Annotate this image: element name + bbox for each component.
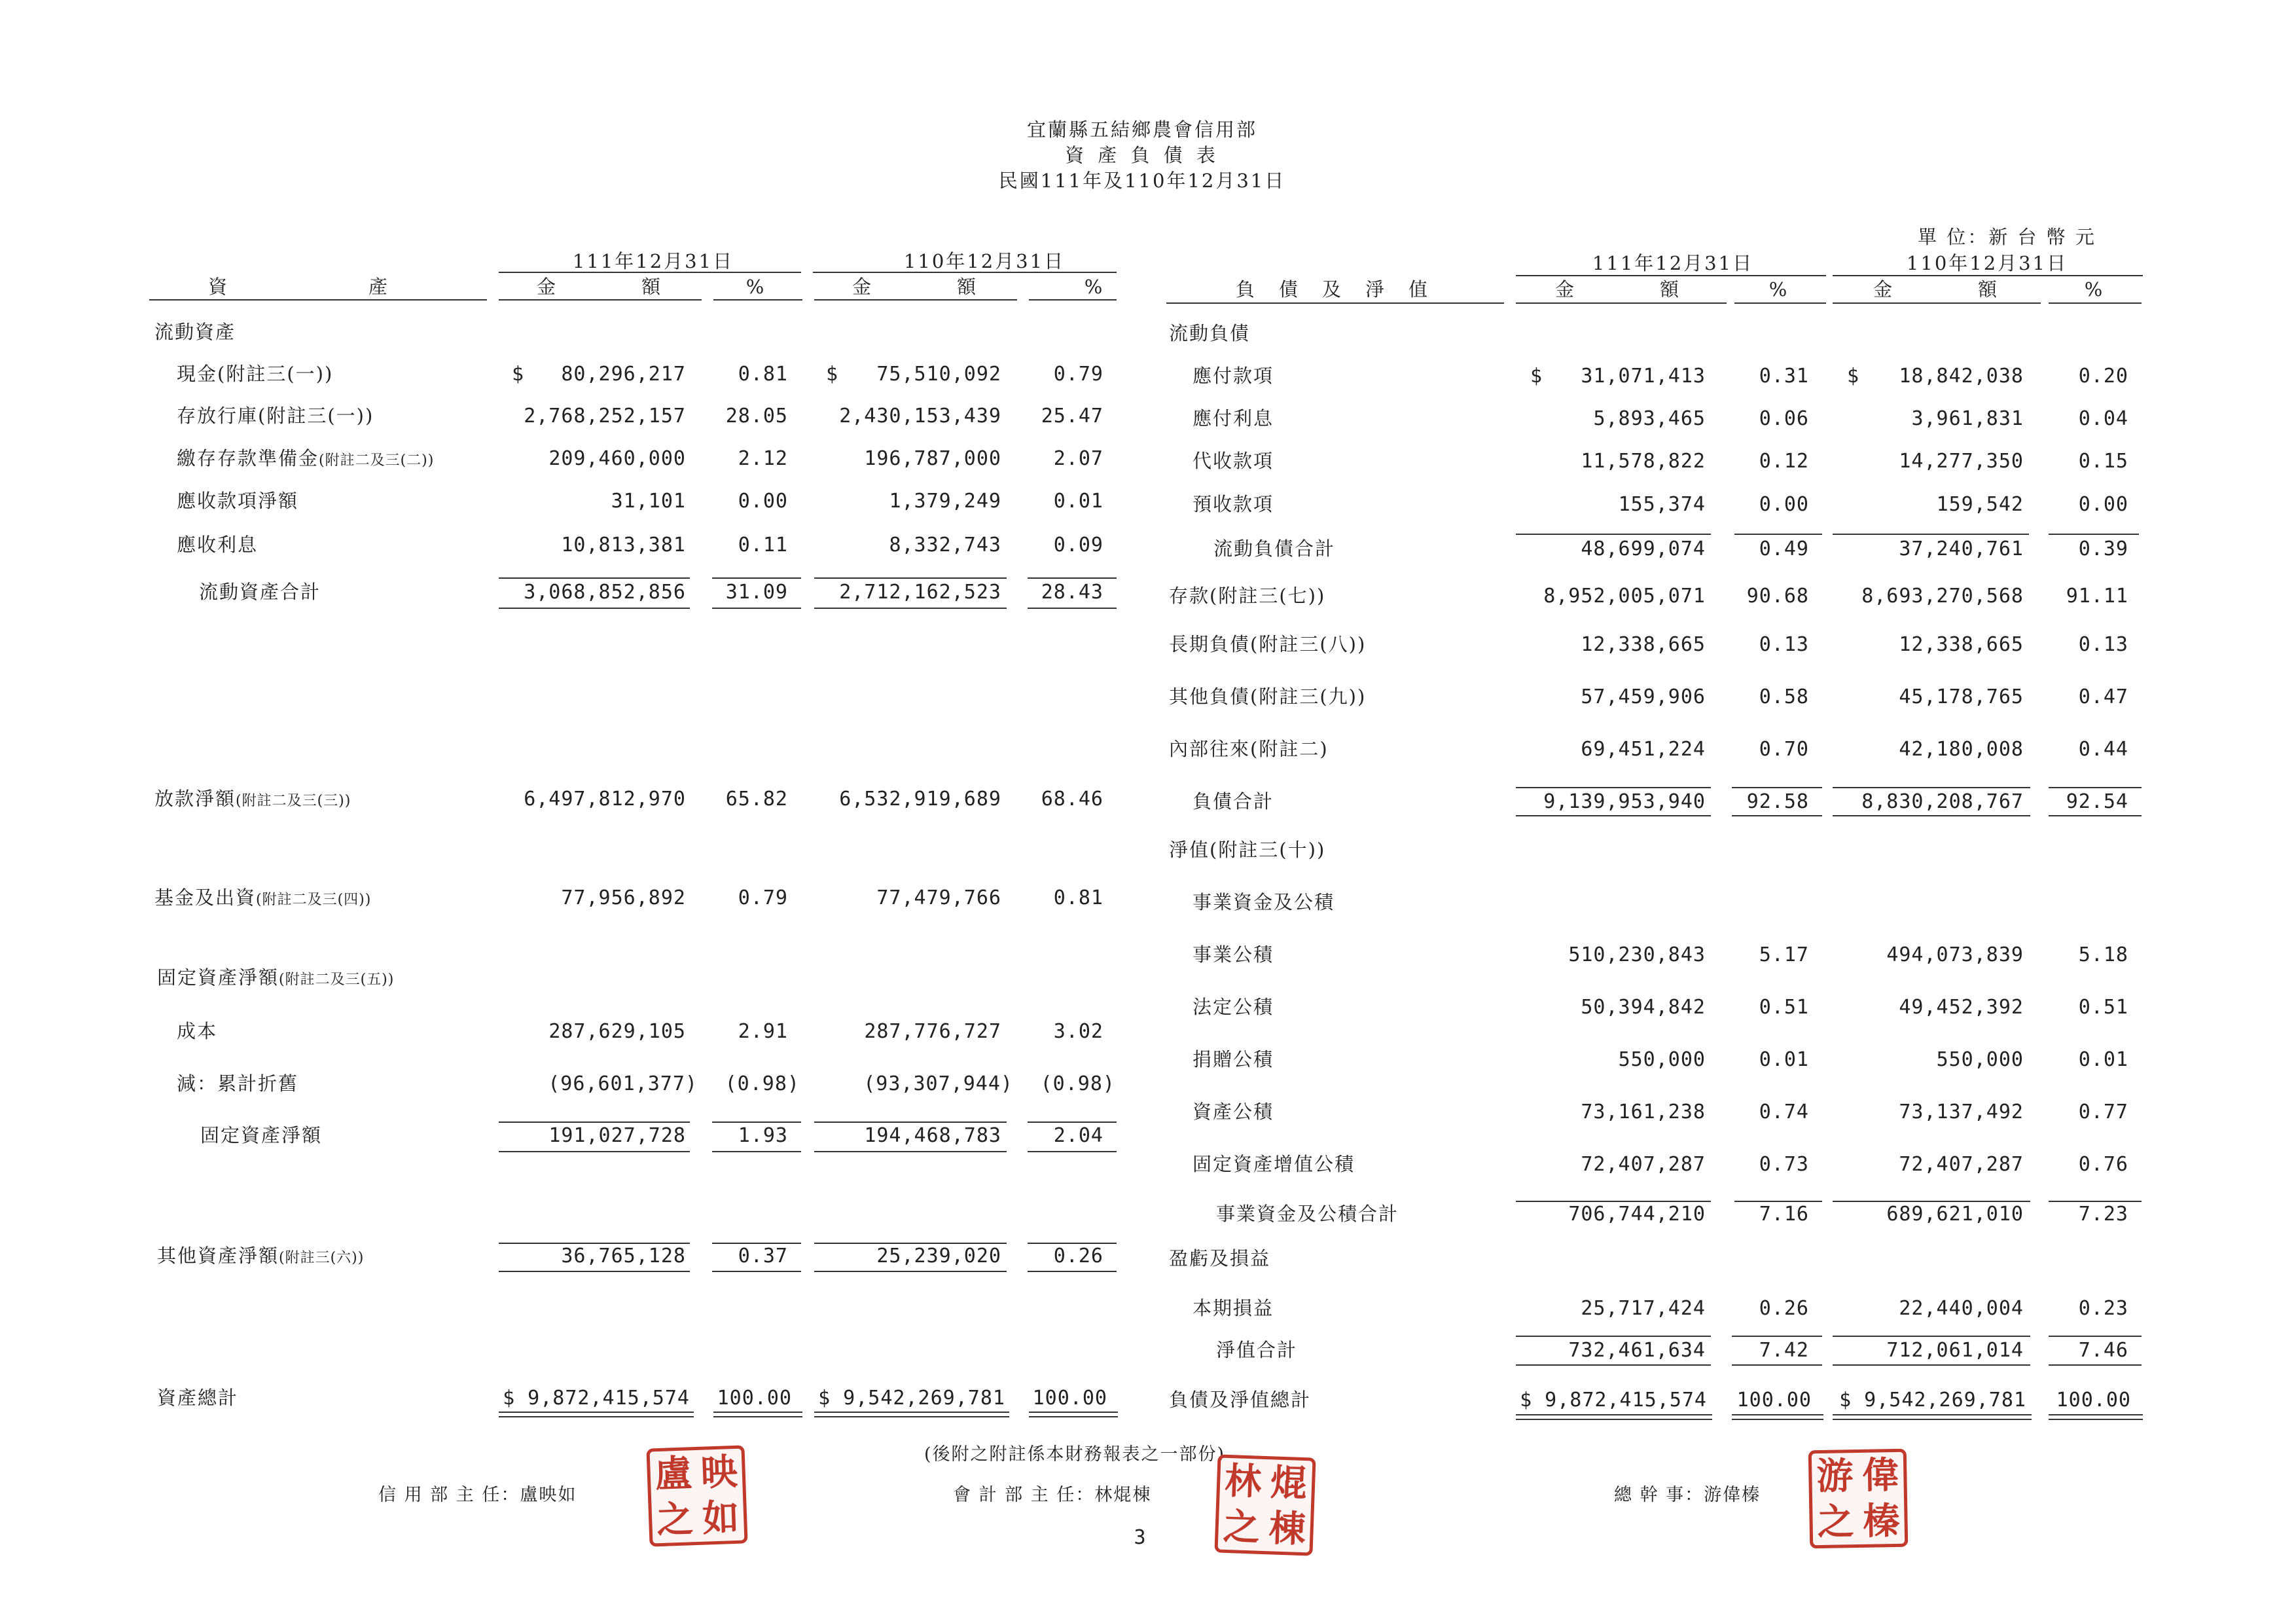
pct-110: 7.23 bbox=[2078, 1203, 2128, 1226]
amount-110: $ 9,542,269,781 bbox=[1839, 1389, 2026, 1412]
pct-110: 2.07 bbox=[1053, 447, 1103, 470]
other-liab-label: 其他負債(附註三(九)) bbox=[1169, 685, 1367, 708]
rule bbox=[499, 577, 690, 579]
rule bbox=[1732, 815, 1822, 816]
amount-110: 22,440,004 bbox=[1899, 1297, 2024, 1320]
amount-110: 18,842,038 bbox=[1899, 365, 2024, 388]
amount-110: 712,061,014 bbox=[1886, 1339, 2024, 1362]
pct-110: (0.98) bbox=[1040, 1072, 1115, 1095]
rule bbox=[1732, 1364, 1822, 1366]
amount-110: 159,542 bbox=[1936, 493, 2024, 516]
pct-111: 1.93 bbox=[738, 1124, 788, 1147]
rule bbox=[1734, 534, 1822, 535]
assets-year-110: 110年12月31日 bbox=[903, 250, 1066, 272]
long-term-label: 長期負債(附註三(八)) bbox=[1169, 633, 1367, 655]
amount-110: 14,277,350 bbox=[1899, 450, 2024, 473]
pct-110: 7.46 bbox=[2078, 1339, 2128, 1362]
amount-111: 550,000 bbox=[1618, 1048, 1706, 1071]
rule bbox=[1516, 1414, 1712, 1415]
rule bbox=[1516, 815, 1711, 816]
amount-110: 77,479,766 bbox=[876, 886, 1001, 909]
rule bbox=[814, 1416, 1009, 1417]
rule bbox=[2049, 1201, 2142, 1202]
equity-total-label: 淨值合計 bbox=[1216, 1339, 1298, 1361]
amount-label: 金 額 bbox=[1873, 278, 2000, 301]
rule bbox=[1516, 1336, 1711, 1337]
rule bbox=[1516, 275, 1826, 276]
rule bbox=[1732, 1336, 1822, 1337]
report-period: 民國111年及110年12月31日 bbox=[998, 170, 1286, 192]
rule bbox=[1028, 1122, 1117, 1123]
asset-row-label: 繳存存款準備金(附註二及三(二)) bbox=[177, 447, 435, 469]
amount-110: 45,178,765 bbox=[1899, 685, 2024, 708]
pct-110: 0.01 bbox=[2078, 1048, 2128, 1071]
rule bbox=[2049, 1414, 2143, 1415]
current-liab-total-label: 流動負債合計 bbox=[1213, 538, 1336, 560]
pct-111: 0.31 bbox=[1759, 365, 1809, 388]
amount-111: 69,451,224 bbox=[1581, 738, 1706, 761]
pct-110: 91.11 bbox=[2066, 585, 2128, 608]
amount-111: 11,578,822 bbox=[1581, 450, 1706, 473]
pct-111: 0.51 bbox=[1759, 996, 1809, 1019]
rule bbox=[1516, 787, 1711, 788]
current-pl-label: 本期損益 bbox=[1193, 1297, 1274, 1319]
amount-110: 37,240,761 bbox=[1899, 538, 2024, 560]
amount-111: 10,813,381 bbox=[561, 534, 686, 556]
report-title: 資 產 負 債 表 bbox=[1065, 144, 1219, 166]
rule bbox=[2049, 534, 2139, 535]
rule bbox=[2049, 1419, 2143, 1420]
equity-row-label: 事業公積 bbox=[1193, 943, 1274, 966]
amount-111: (96,601,377) bbox=[548, 1072, 698, 1095]
amount-111: 31,101 bbox=[611, 490, 686, 513]
pct-label: % bbox=[1084, 276, 1105, 298]
amount-111: 3,068,852,856 bbox=[524, 581, 686, 604]
amount-111: 72,407,287 bbox=[1581, 1153, 1706, 1176]
signer-general-manager: 總 幹 事：游偉榛 bbox=[1614, 1485, 1761, 1505]
rule bbox=[1029, 1416, 1118, 1417]
rule bbox=[1732, 787, 1822, 788]
rule bbox=[2049, 1336, 2142, 1337]
seal-accounting-manager: 林 焜 之 棟 bbox=[1214, 1454, 1316, 1556]
pct-111: 90.68 bbox=[1746, 585, 1809, 608]
pct-111: 2.12 bbox=[738, 447, 788, 470]
pct-111: 0.73 bbox=[1759, 1153, 1809, 1176]
liab-row-label: 預收款項 bbox=[1193, 493, 1274, 515]
pct-110: 0.15 bbox=[2078, 450, 2128, 473]
pct-111: 0.58 bbox=[1759, 685, 1809, 708]
pct-110: 0.04 bbox=[2078, 407, 2128, 430]
depreciation-label: 減：累計折舊 bbox=[177, 1072, 299, 1095]
amount-111: 48,699,074 bbox=[1581, 538, 1706, 560]
amount-label: 金 額 bbox=[852, 276, 978, 298]
pct-110: 0.20 bbox=[2078, 365, 2128, 388]
currency-unit: 單 位：新 台 幣 元 bbox=[1918, 226, 2096, 248]
amount-110: 2,712,162,523 bbox=[839, 581, 1001, 604]
amount-110: 494,073,839 bbox=[1886, 943, 2024, 966]
rule bbox=[1833, 1419, 2032, 1420]
pct-110: 0.79 bbox=[1053, 363, 1103, 386]
capital-total-label: 事業資金及公積合計 bbox=[1216, 1203, 1399, 1225]
dollar-sign: $ bbox=[512, 363, 525, 386]
rule bbox=[1516, 534, 1711, 535]
pct-110: 0.39 bbox=[2078, 538, 2128, 560]
liab-row-label: 應付款項 bbox=[1193, 365, 1274, 387]
liab-row-label: 應付利息 bbox=[1193, 407, 1274, 429]
asset-row-label: 存放行庫(附註三(一)) bbox=[177, 405, 374, 427]
amount-110: 12,338,665 bbox=[1899, 633, 2024, 656]
pct-110: 0.76 bbox=[2078, 1153, 2128, 1176]
pl-heading: 盈虧及損益 bbox=[1169, 1247, 1271, 1269]
rule bbox=[1029, 299, 1117, 301]
rule bbox=[499, 1412, 694, 1413]
assets-year-111: 111年12月31日 bbox=[572, 250, 734, 272]
rule bbox=[1028, 1151, 1117, 1152]
pct-111: 0.01 bbox=[1759, 1048, 1809, 1071]
amount-111: 80,296,217 bbox=[561, 363, 686, 386]
equity-heading: 淨值(附註三(十)) bbox=[1169, 839, 1326, 861]
amount-110: 194,468,783 bbox=[864, 1124, 1001, 1147]
amount-110: 8,693,270,568 bbox=[1861, 585, 2024, 608]
pct-111: 28.05 bbox=[725, 405, 788, 428]
pct-110: 100.00 bbox=[1032, 1387, 1107, 1410]
dollar-sign: $ bbox=[826, 363, 839, 386]
rule bbox=[1028, 608, 1117, 609]
current-liab-heading: 流動負債 bbox=[1169, 322, 1251, 344]
pct-110: 0.77 bbox=[2078, 1101, 2128, 1123]
pct-110: 5.18 bbox=[2078, 943, 2128, 966]
amount-110: 196,787,000 bbox=[864, 447, 1001, 470]
amount-111: 73,161,238 bbox=[1581, 1101, 1706, 1123]
internal-label: 內部往來(附註二) bbox=[1169, 738, 1329, 760]
rule bbox=[499, 272, 801, 273]
dollar-sign: $ bbox=[1847, 365, 1860, 388]
pct-110: 0.81 bbox=[1053, 886, 1103, 909]
amount-111: 5,893,465 bbox=[1593, 407, 1706, 430]
rule bbox=[499, 608, 690, 609]
funds-label: 基金及出資(附註二及三(四)) bbox=[154, 886, 372, 909]
pct-label: % bbox=[2084, 278, 2105, 301]
rule bbox=[712, 577, 801, 579]
liabilities-heading: 負 債 及 淨 值 bbox=[1236, 278, 1431, 301]
amount-110: $ 9,542,269,781 bbox=[818, 1387, 1005, 1410]
rule bbox=[2049, 815, 2142, 816]
rule bbox=[1166, 302, 1504, 304]
rule bbox=[712, 1243, 801, 1244]
pct-110: 0.01 bbox=[1053, 490, 1103, 513]
rule bbox=[499, 1122, 690, 1123]
pct-110: 25.47 bbox=[1041, 405, 1103, 428]
rule bbox=[814, 1151, 1007, 1152]
asset-row-label: 現金(附註三(一)) bbox=[177, 363, 334, 385]
amount-110: 72,407,287 bbox=[1899, 1153, 2024, 1176]
rule bbox=[1516, 1419, 1712, 1420]
pct-111: 92.58 bbox=[1746, 790, 1809, 813]
rule bbox=[1833, 1414, 2032, 1415]
pct-110: 68.46 bbox=[1041, 788, 1103, 811]
pct-111: 0.79 bbox=[738, 886, 788, 909]
pct-111: 0.13 bbox=[1759, 633, 1809, 656]
rule bbox=[1833, 787, 2030, 788]
amount-110: 287,776,727 bbox=[864, 1020, 1001, 1043]
pct-111: 31.09 bbox=[725, 581, 788, 604]
amount-111: 2,768,252,157 bbox=[524, 405, 686, 428]
amount-111: $ 9,872,415,574 bbox=[503, 1387, 690, 1410]
rule bbox=[1732, 1419, 1823, 1420]
rule bbox=[2049, 302, 2142, 304]
other-assets-label: 其他資產淨額(附註三(六)) bbox=[157, 1245, 365, 1267]
pct-111: 0.12 bbox=[1759, 450, 1809, 473]
rule bbox=[1028, 577, 1117, 579]
amount-111: 6,497,812,970 bbox=[524, 788, 686, 811]
pct-110: 0.13 bbox=[2078, 633, 2128, 656]
amount-110: 75,510,092 bbox=[876, 363, 1001, 386]
pct-111: 100.00 bbox=[717, 1387, 792, 1410]
pct-111: 0.70 bbox=[1759, 738, 1809, 761]
amount-110: 6,532,919,689 bbox=[839, 788, 1001, 811]
amount-110: 8,830,208,767 bbox=[1861, 790, 2024, 813]
amount-111: 510,230,843 bbox=[1568, 943, 1706, 966]
amount-111: 287,629,105 bbox=[548, 1020, 686, 1043]
rule bbox=[1734, 302, 1826, 304]
amount-111: 31,071,413 bbox=[1581, 365, 1706, 388]
amount-111: 25,717,424 bbox=[1581, 1297, 1706, 1320]
pct-111: 65.82 bbox=[725, 788, 788, 811]
equity-row-label: 資產公積 bbox=[1193, 1101, 1274, 1123]
rule bbox=[499, 299, 702, 301]
amount-111: 50,394,842 bbox=[1581, 996, 1706, 1019]
deposits-label: 存款(附註三(七)) bbox=[1169, 585, 1326, 607]
seal-credit-manager: 盧 映 之 如 bbox=[646, 1445, 747, 1546]
liab-total-label: 負債合計 bbox=[1193, 790, 1274, 812]
fixed-assets-heading: 固定資產淨額(附註二及三(五)) bbox=[157, 966, 395, 989]
equity-row-label: 法定公積 bbox=[1193, 996, 1274, 1018]
amount-111: 209,460,000 bbox=[548, 447, 686, 470]
signer-accounting-manager: 會 計 部 主 任：林焜棟 bbox=[953, 1485, 1152, 1505]
pct-111: 0.81 bbox=[738, 363, 788, 386]
asset-row-label: 應收利息 bbox=[177, 534, 259, 556]
rule bbox=[814, 1271, 1007, 1272]
pct-110: 0.00 bbox=[2078, 493, 2128, 516]
amount-111: 191,027,728 bbox=[548, 1124, 686, 1147]
pct-111: 0.11 bbox=[738, 534, 788, 556]
amount-110: 25,239,020 bbox=[876, 1245, 1001, 1267]
liab-year-111: 111年12月31日 bbox=[1592, 252, 1754, 274]
amount-110: 49,452,392 bbox=[1899, 996, 2024, 1019]
page-number: 3 bbox=[1134, 1526, 1147, 1549]
rule bbox=[1833, 1336, 2030, 1337]
pct-111: 2.91 bbox=[738, 1020, 788, 1043]
rule bbox=[712, 1151, 801, 1152]
rule bbox=[814, 299, 1017, 301]
rule bbox=[712, 1271, 801, 1272]
rule bbox=[1516, 1201, 1711, 1202]
pct-111: 0.74 bbox=[1759, 1101, 1809, 1123]
pct-111: 0.37 bbox=[738, 1245, 788, 1267]
amount-111: 77,956,892 bbox=[561, 886, 686, 909]
loans-label: 放款淨額(附註二及三(三)) bbox=[154, 788, 351, 810]
pct-110: 0.26 bbox=[1053, 1245, 1103, 1267]
rule bbox=[1516, 1364, 1711, 1366]
current-assets-heading: 流動資產 bbox=[154, 321, 236, 343]
amount-110: 73,137,492 bbox=[1899, 1101, 2024, 1123]
dollar-sign: $ bbox=[1530, 365, 1543, 388]
signer-credit-manager: 信 用 部 主 任：盧映如 bbox=[378, 1485, 577, 1505]
seal-general-manager: 游 偉 之 榛 bbox=[1808, 1449, 1909, 1549]
amount-111: 732,461,634 bbox=[1568, 1339, 1706, 1362]
pct-111: 0.26 bbox=[1759, 1297, 1809, 1320]
rule bbox=[499, 1151, 690, 1152]
amount-110: 550,000 bbox=[1936, 1048, 2024, 1071]
amount-110: 1,379,249 bbox=[889, 490, 1001, 513]
rule bbox=[814, 608, 1007, 609]
pct-label: % bbox=[745, 276, 766, 298]
rule bbox=[1516, 302, 1727, 304]
rule bbox=[1029, 1412, 1118, 1413]
equity-row-label: 捐贈公積 bbox=[1193, 1048, 1274, 1070]
pct-111: 0.00 bbox=[1759, 493, 1809, 516]
pct-111: 100.00 bbox=[1736, 1389, 1812, 1412]
pct-111: 0.06 bbox=[1759, 407, 1809, 430]
amount-111: $ 9,872,415,574 bbox=[1520, 1389, 1707, 1412]
pct-111: 0.49 bbox=[1759, 538, 1809, 560]
amount-110: 2,430,153,439 bbox=[839, 405, 1001, 428]
rule bbox=[813, 272, 1117, 273]
rule bbox=[712, 1122, 801, 1123]
rule bbox=[1734, 1201, 1822, 1202]
rule bbox=[1833, 302, 2041, 304]
pct-111: 7.16 bbox=[1759, 1203, 1809, 1226]
rule bbox=[1833, 815, 2030, 816]
amount-110: 3,961,831 bbox=[1911, 407, 2024, 430]
amount-110: 42,180,008 bbox=[1899, 738, 2024, 761]
pct-110: 100.00 bbox=[2056, 1389, 2131, 1412]
org-name: 宜蘭縣五結鄉農會信用部 bbox=[1026, 119, 1258, 141]
pct-110: 0.09 bbox=[1053, 534, 1103, 556]
rule bbox=[1833, 1364, 2030, 1366]
asset-row-label: 應收款項淨額 bbox=[177, 490, 299, 512]
rule bbox=[2049, 1364, 2142, 1366]
rule bbox=[713, 1416, 802, 1417]
rule bbox=[712, 608, 801, 609]
amount-111: 36,765,128 bbox=[561, 1245, 686, 1267]
pct-111: 7.42 bbox=[1759, 1339, 1809, 1362]
pct-110: 0.23 bbox=[2078, 1297, 2128, 1320]
grand-total-label: 負債及淨值總計 bbox=[1169, 1389, 1312, 1411]
rule bbox=[149, 299, 487, 301]
amount-111: 706,744,210 bbox=[1568, 1203, 1706, 1226]
pct-111: (0.98) bbox=[725, 1072, 800, 1095]
footer-note: (後附之附註係本財務報表之一部份) bbox=[924, 1444, 1226, 1465]
amount-111: 9,139,953,940 bbox=[1543, 790, 1706, 813]
amount-111: 57,459,906 bbox=[1581, 685, 1706, 708]
rule bbox=[1833, 534, 2029, 535]
liab-row-label: 代收款項 bbox=[1193, 450, 1274, 472]
fixed-net-label: 固定資產淨額 bbox=[200, 1124, 323, 1146]
rule bbox=[1833, 1201, 2030, 1202]
amount-label: 金 額 bbox=[536, 276, 663, 298]
pct-110: 3.02 bbox=[1053, 1020, 1103, 1043]
rule bbox=[814, 1122, 1007, 1123]
amount-label: 金 額 bbox=[1554, 278, 1681, 301]
rule bbox=[499, 1271, 690, 1272]
amount-111: 155,374 bbox=[1618, 493, 1706, 516]
rule bbox=[2049, 787, 2142, 788]
amount-110: 689,621,010 bbox=[1886, 1203, 2024, 1226]
current-assets-total-label: 流動資產合計 bbox=[199, 581, 321, 603]
amount-111: 8,952,005,071 bbox=[1543, 585, 1706, 608]
total-assets-label: 資產總計 bbox=[157, 1387, 239, 1409]
rule bbox=[814, 577, 1007, 579]
pct-111: 5.17 bbox=[1759, 943, 1809, 966]
rule bbox=[1028, 1243, 1117, 1244]
pct-110: 28.43 bbox=[1041, 581, 1103, 604]
pct-110: 0.51 bbox=[2078, 996, 2128, 1019]
amount-110: 8,332,743 bbox=[889, 534, 1001, 556]
rule bbox=[1028, 1271, 1117, 1272]
pct-label: % bbox=[1768, 278, 1789, 301]
amount-111: 12,338,665 bbox=[1581, 633, 1706, 656]
rule bbox=[814, 1412, 1009, 1413]
cost-label: 成本 bbox=[177, 1020, 218, 1042]
rule bbox=[1732, 1414, 1823, 1415]
pct-111: 0.00 bbox=[738, 490, 788, 513]
rule bbox=[499, 1416, 694, 1417]
pct-110: 2.04 bbox=[1053, 1124, 1103, 1147]
rule bbox=[713, 1412, 802, 1413]
liab-year-110: 110年12月31日 bbox=[1906, 252, 2068, 274]
pct-110: 0.44 bbox=[2078, 738, 2128, 761]
assets-heading: 資 產 bbox=[208, 276, 392, 298]
rule bbox=[814, 1243, 1007, 1244]
capital-heading: 事業資金及公積 bbox=[1193, 891, 1335, 913]
rule bbox=[499, 1243, 690, 1244]
rule bbox=[713, 299, 802, 301]
pct-110: 92.54 bbox=[2066, 790, 2128, 813]
rule bbox=[1833, 275, 2143, 276]
pct-110: 0.47 bbox=[2078, 685, 2128, 708]
equity-row-label: 固定資產增值公積 bbox=[1193, 1153, 1355, 1175]
amount-110: (93,307,944) bbox=[863, 1072, 1013, 1095]
